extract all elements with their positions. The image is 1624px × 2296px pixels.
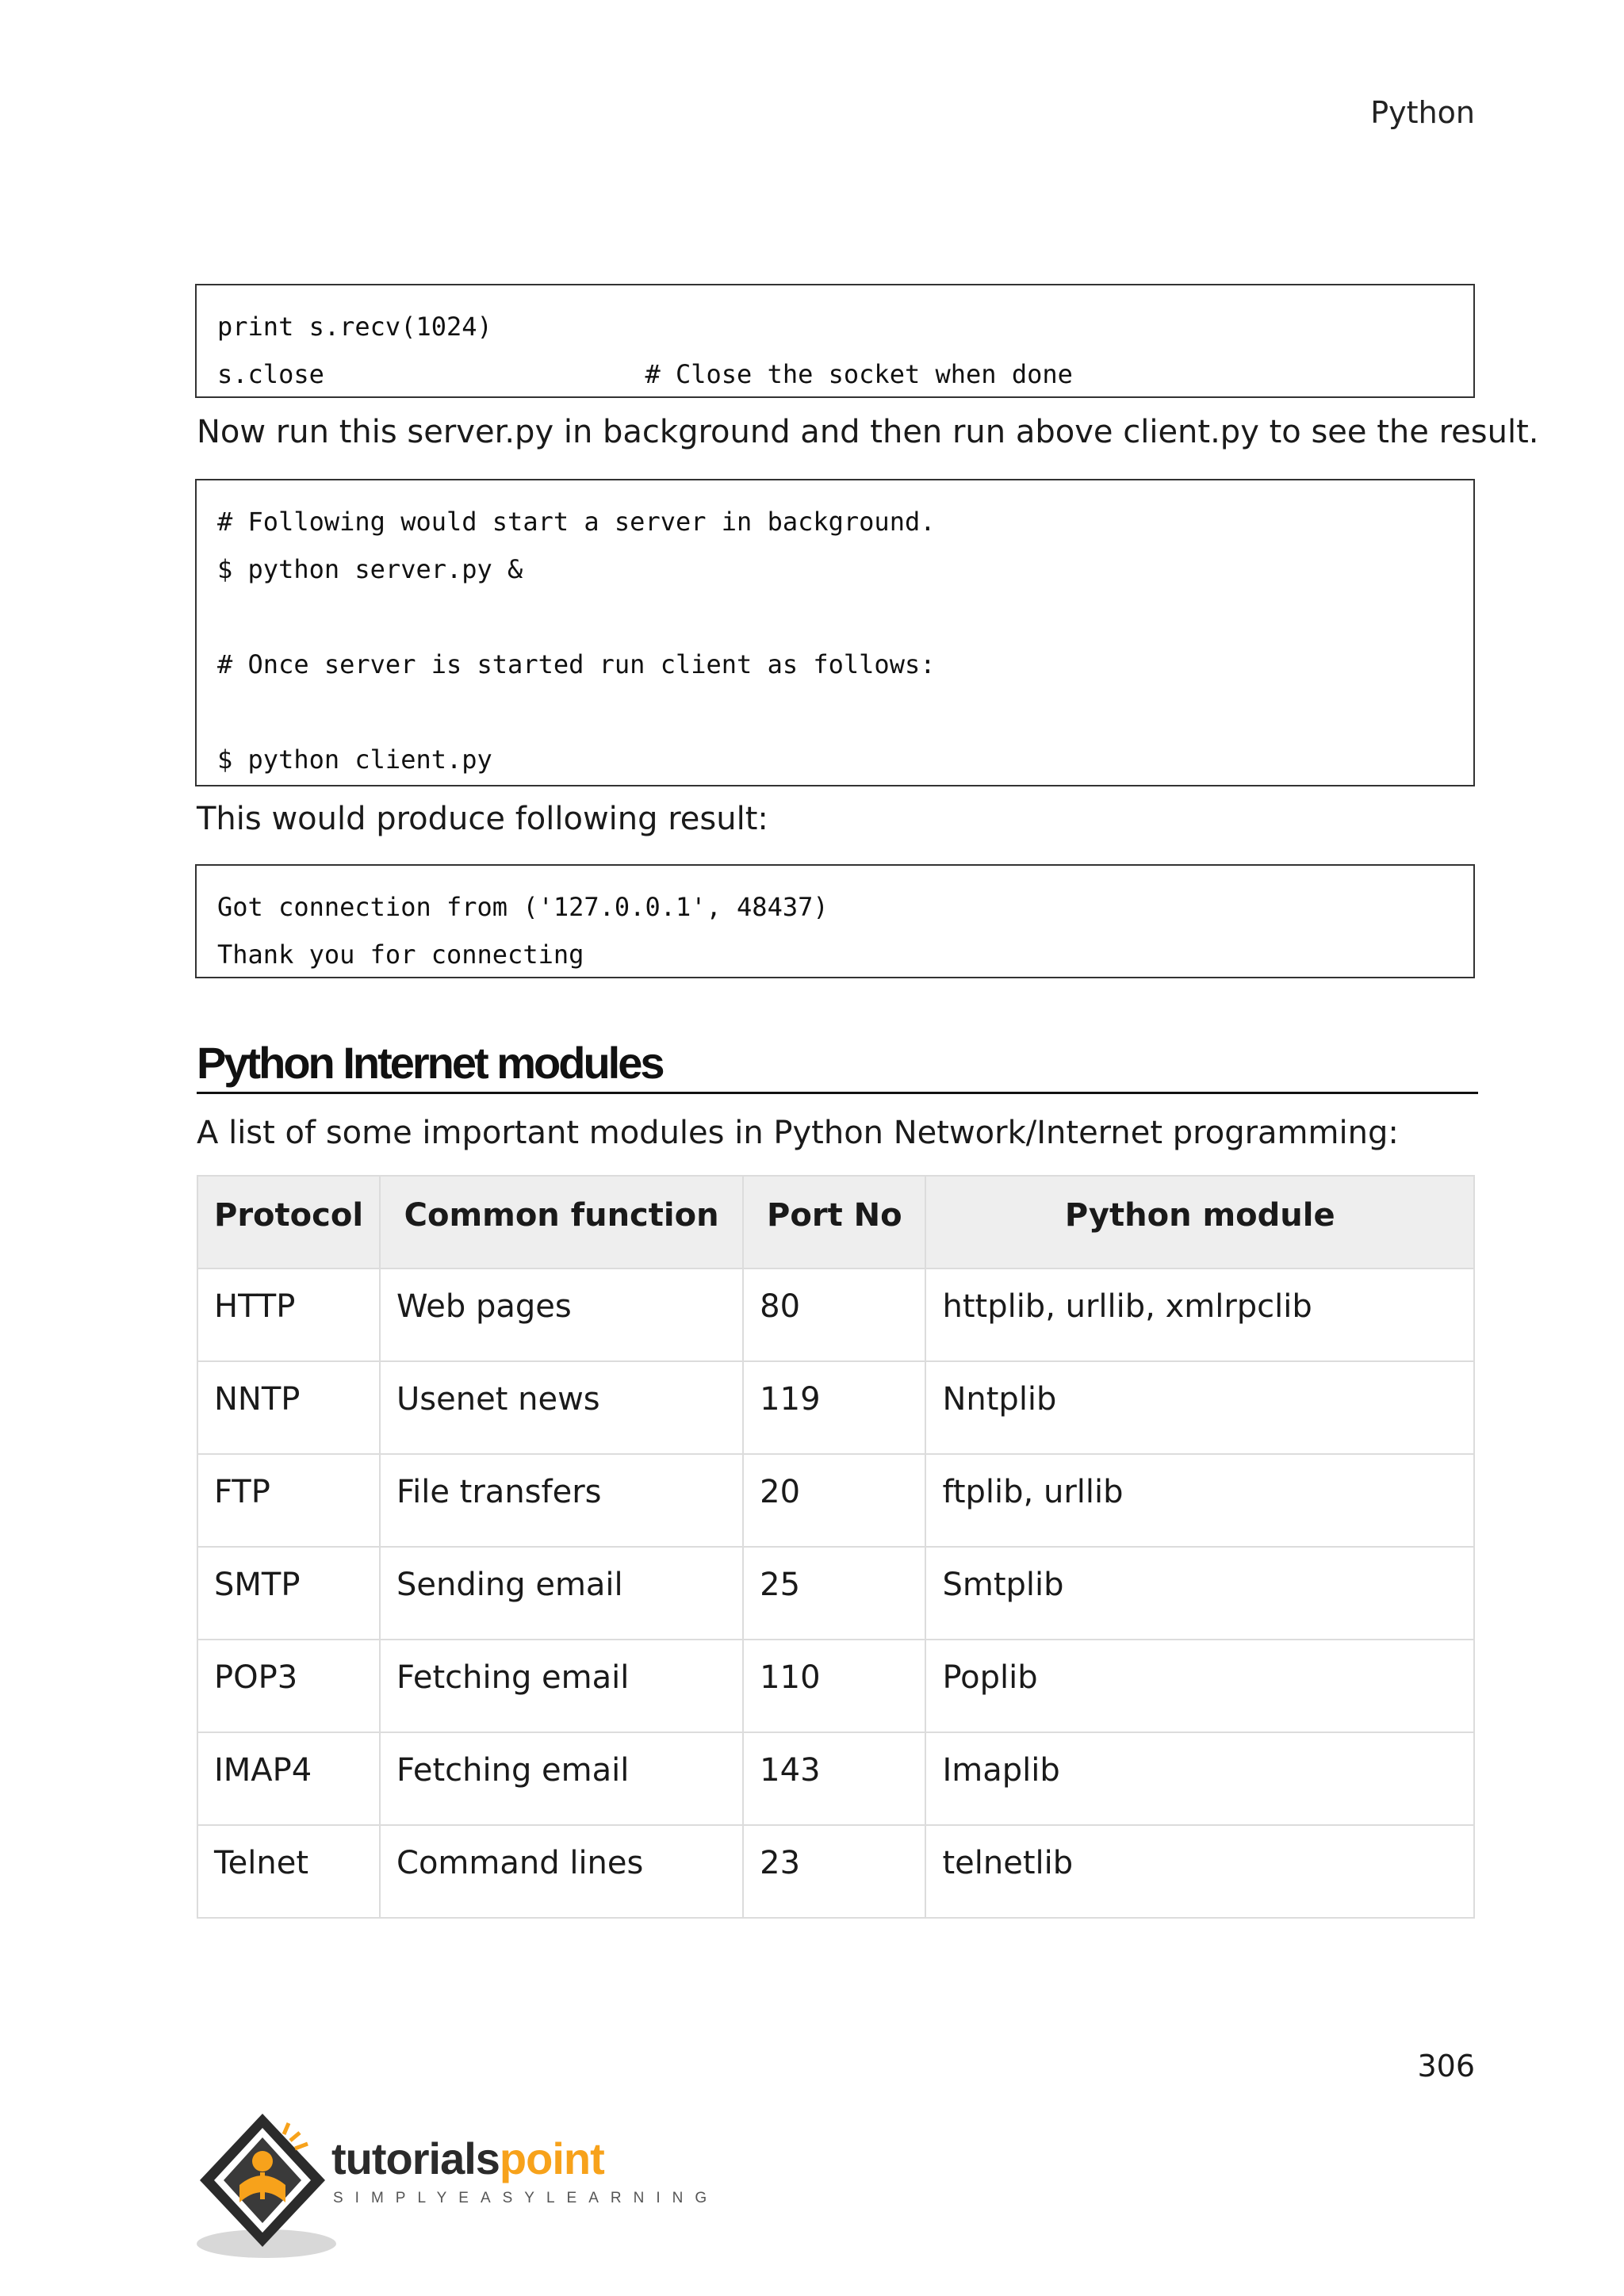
- port-cell: 23: [743, 1825, 925, 1918]
- code-block-client: print s.recv(1024) s.close # Close the socket when done: [195, 284, 1475, 398]
- function-cell: Command lines: [380, 1825, 743, 1918]
- table-row: [197, 1825, 1474, 1918]
- port-cell: 110: [743, 1640, 925, 1732]
- protocol-cell: IMAP4: [197, 1732, 380, 1825]
- protocol-cell: HTTP: [197, 1269, 380, 1361]
- function-cell: Sending email: [380, 1547, 743, 1640]
- logo-tagline: SIMPLYEASYLEARNING: [333, 2190, 719, 2206]
- table-row: [197, 1269, 1474, 1361]
- column-header: Protocol: [197, 1176, 380, 1269]
- port-cell: 80: [743, 1269, 925, 1361]
- table-row: [197, 1547, 1474, 1640]
- function-cell: Web pages: [380, 1269, 743, 1361]
- logo-diamond-icon: [195, 2109, 338, 2267]
- function-cell: Fetching email: [380, 1732, 743, 1825]
- table-row: [197, 1732, 1474, 1825]
- protocol-cell: Telnet: [197, 1825, 380, 1918]
- logo-text-part-1: tutorials: [331, 2133, 500, 2183]
- paragraph-modules-intro: A list of some important modules in Python Network/Internet programming:: [197, 1115, 1399, 1151]
- port-cell: 25: [743, 1547, 925, 1640]
- module-cell: Smtplib: [925, 1547, 1474, 1640]
- table-row: [197, 1640, 1474, 1732]
- module-cell: Imaplib: [925, 1732, 1474, 1825]
- paragraph-run-server: Now run this server.py in background and then run above client.py to see the result.: [197, 414, 1539, 450]
- logo-text-part-2: point: [499, 2133, 604, 2183]
- module-cell: telnetlib: [925, 1825, 1474, 1918]
- table-header-row: [197, 1176, 1474, 1269]
- protocol-cell: FTP: [197, 1454, 380, 1547]
- port-cell: 143: [743, 1732, 925, 1825]
- code-block-commands: # Following would start a server in background. $ python server.py & # Once server is started run client as follows: $ python client.py: [195, 479, 1475, 786]
- modules-table: [197, 1175, 1475, 1919]
- protocol-cell: POP3: [197, 1640, 380, 1732]
- paragraph-result: This would produce following result:: [197, 801, 768, 837]
- function-cell: Usenet news: [380, 1361, 743, 1454]
- tutorialspoint-logo: [195, 2109, 719, 2271]
- column-header: Common function: [380, 1176, 743, 1269]
- column-header: Port No: [743, 1176, 925, 1269]
- module-cell: Poplib: [925, 1640, 1474, 1732]
- function-cell: Fetching email: [380, 1640, 743, 1732]
- protocol-cell: SMTP: [197, 1547, 380, 1640]
- code-block-output: Got connection from ('127.0.0.1', 48437) Thank you for connecting: [195, 864, 1475, 978]
- column-header: Python module: [925, 1176, 1474, 1269]
- running-header: Python: [1370, 95, 1475, 130]
- page-number: 306: [1417, 2049, 1475, 2084]
- protocol-cell: NNTP: [197, 1361, 380, 1454]
- logo-wordmark: [331, 2133, 604, 2184]
- port-cell: 119: [743, 1361, 925, 1454]
- table-row: [197, 1454, 1474, 1547]
- section-heading: Python Internet modules: [197, 1037, 1478, 1094]
- module-cell: ftplib, urllib: [925, 1454, 1474, 1547]
- table-row: [197, 1361, 1474, 1454]
- module-cell: Nntplib: [925, 1361, 1474, 1454]
- port-cell: 20: [743, 1454, 925, 1547]
- function-cell: File transfers: [380, 1454, 743, 1547]
- module-cell: httplib, urllib, xmlrpclib: [925, 1269, 1474, 1361]
